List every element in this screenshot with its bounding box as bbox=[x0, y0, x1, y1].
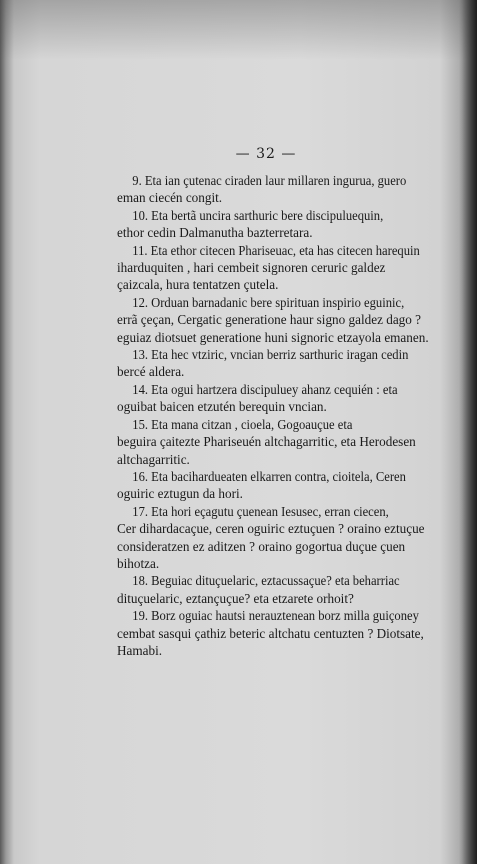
text-line: 16. Eta bacihardueaten elkarren contra, cioitela, Ceren bbox=[132, 468, 406, 484]
text-line: 17. Eta hori eçagutu çuenean Iesusec, erran ciecen, bbox=[132, 503, 389, 519]
text-line: 10. Eta bertã uncira sarthuric bere discipuluequin, bbox=[132, 207, 384, 223]
verse bbox=[117, 607, 469, 659]
verse bbox=[117, 572, 469, 607]
text-line: 19. Borz oguiac hautsi nerauztenean borz milla guiçoney bbox=[132, 608, 419, 624]
text-line: eman ciecén congit. bbox=[117, 190, 223, 206]
verse bbox=[117, 416, 469, 468]
text-line: cembat sasqui çathiz beteric altchatu centuzten ? Diotsate, bbox=[117, 625, 424, 641]
text-line: 12. Orduan barnadanic bere spirituan inspirio eguinic, bbox=[132, 294, 405, 310]
verse bbox=[117, 172, 469, 207]
verse bbox=[117, 381, 469, 416]
verse bbox=[117, 503, 469, 573]
text-line: 9. Eta ian çutenac ciraden laur millaren ingurua, guero bbox=[132, 173, 407, 188]
text-line: 13. Eta hec vtziric, vncian berriz sarthuric iragan cedin bbox=[132, 347, 409, 363]
verse bbox=[117, 207, 469, 242]
verse bbox=[117, 346, 469, 381]
verse bbox=[117, 294, 469, 346]
text-line: oguibat baicen etzutén berequin vncian. bbox=[117, 399, 327, 415]
page-number: — 32 — bbox=[235, 146, 297, 162]
text-line: çaizcala, hura tentatzen çutela. bbox=[117, 277, 279, 293]
text-line: consideratzen ez aditzen ? oraino gogortua duçue çuen bbox=[117, 538, 406, 554]
text-line: beguira çaitezte Phariseuén altchagarritic, eta Herodesen bbox=[117, 434, 416, 450]
text-line: ethor cedin Dalmanutha bazterretara. bbox=[117, 225, 313, 241]
text-line: bihotza. bbox=[117, 555, 160, 571]
text-line: bercé aldera. bbox=[117, 364, 185, 380]
body-text bbox=[117, 172, 469, 659]
top-shadow bbox=[0, 0, 477, 60]
text-line: altchagarritic. bbox=[117, 451, 190, 467]
text-line: 11. Eta ethor citecen Phariseuac, eta has citecen harequin bbox=[132, 242, 420, 258]
text-line: iharduquiten , hari cembeit signoren ceruric galdez bbox=[117, 260, 386, 276]
text-line: Hamabi. bbox=[117, 642, 163, 658]
text-line: 14. Eta ogui hartzera discipuluey ahanz cequién : eta bbox=[132, 381, 398, 397]
verse bbox=[117, 242, 469, 294]
text-line: dituçuelaric, eztançuçue? eta etzarete orhoit? bbox=[117, 590, 354, 606]
text-line: 15. Eta mana citzan , cioela, Gogoauçue eta bbox=[132, 416, 353, 432]
text-line: eguiaz diotsuet generatione huni signoric etzayola emanen. bbox=[117, 329, 429, 345]
verse bbox=[117, 468, 469, 503]
text-line: Cer dihardacaçue, ceren oguiric eztuçuen ? oraino eztuçue bbox=[117, 521, 425, 537]
text-line: errã çeçan, Cergatic generatione haur signo galdez dago ? bbox=[117, 312, 422, 328]
text-line: 18. Beguiac dituçuelaric, eztacussaçue? eta beharriac bbox=[132, 573, 400, 589]
text-line: oguiric eztugun da hori. bbox=[117, 486, 243, 502]
